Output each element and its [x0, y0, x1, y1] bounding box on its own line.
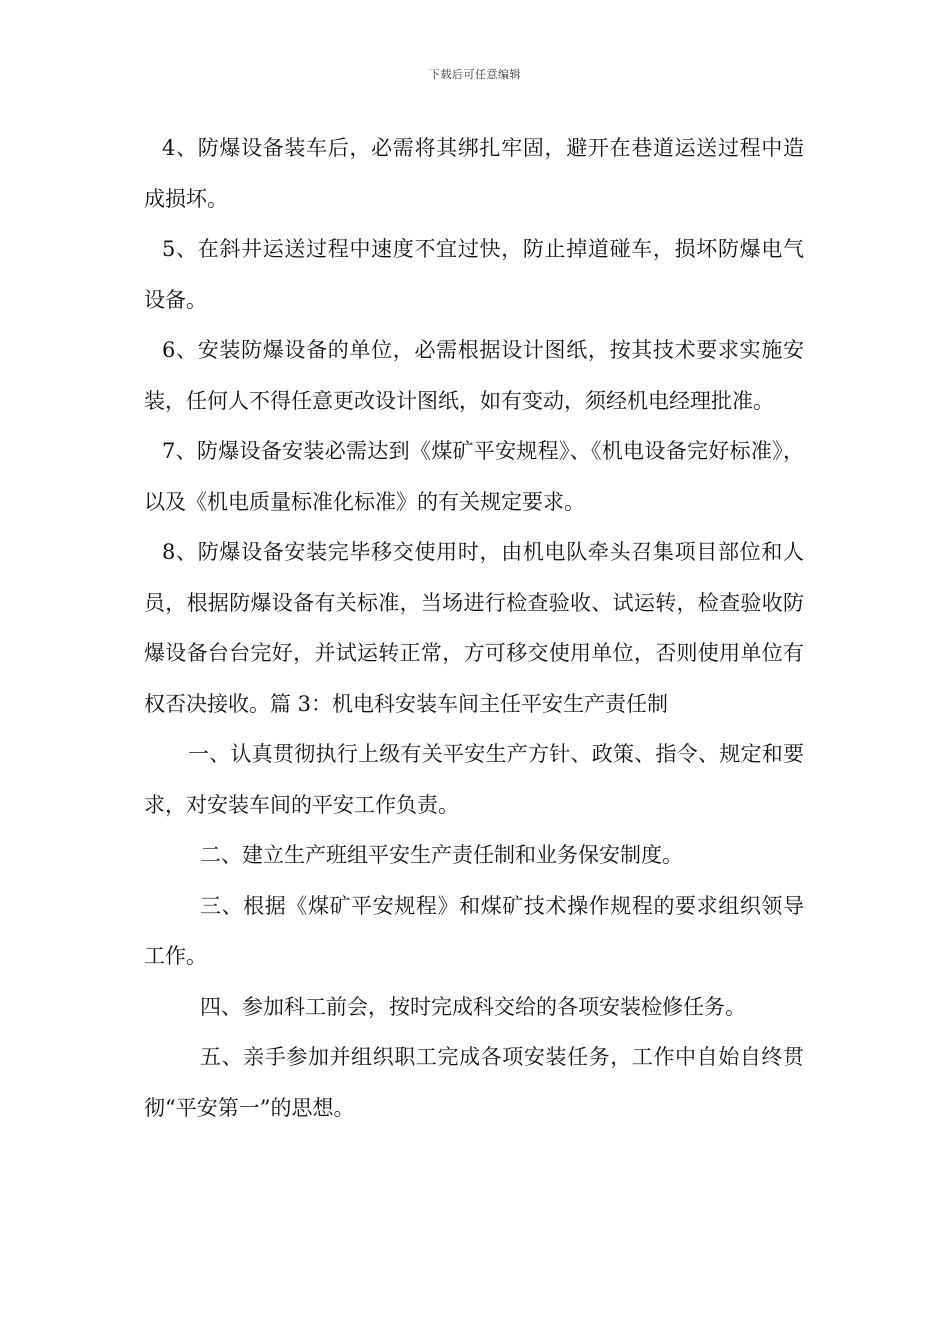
paragraph-item-4: 4、防爆设备装车后，必需将其绑扎牢固，避开在巷道运送过程中造成损坏。: [144, 136, 804, 211]
paragraph-item-8: 8、防爆设备安装完毕移交使用时，由机电队牵头召集项目部位和人员，根据防爆设备有关标准，当场进行检查验收、试运转，检查验收防爆设备台台完好，并试运转正常，方可移交使用单位，否则使用单位有权否决接收。篇 3：机电科安装车间主任平安生产责任制: [144, 540, 804, 716]
paragraph-duty-3: 三、根据《煤矿平安规程》和煤矿技术操作规程的要求组织领导工作。: [144, 893, 804, 968]
paragraph-duty-5: 五、亲手参加并组织职工完成各项安装任务，工作中自始自终贯彻“平安第一”的思想。: [144, 1045, 804, 1120]
paragraph-duty-1: 一、认真贯彻执行上级有关平安生产方针、政策、指令、规定和要求，对安装车间的平安工作负责。: [144, 742, 804, 817]
paragraph-item-7: 7、防爆设备安装必需达到《煤矿平安规程》、《机电设备完好标准》，以及《机电质量标准化标准》的有关规定要求。: [144, 439, 804, 514]
paragraph-item-5: 5、在斜井运送过程中速度不宜过快，防止掉道碰车，损坏防爆电气设备。: [144, 237, 804, 312]
document-body: [144, 123, 804, 1133]
paragraph-duty-4: 四、参加科工前会，按时完成科交给的各项安装检修任务。: [200, 994, 746, 1019]
page-header: 下载后可任意编辑: [429, 68, 521, 81]
paragraph-item-6: 6、安装防爆设备的单位，必需根据设计图纸，按其技术要求实施安装，任何人不得任意更改设计图纸，如有变动，须经机电经理批准。: [144, 338, 804, 413]
paragraph-duty-2: 二、建立生产班组平安生产责任制和业务保安制度。: [200, 843, 683, 867]
